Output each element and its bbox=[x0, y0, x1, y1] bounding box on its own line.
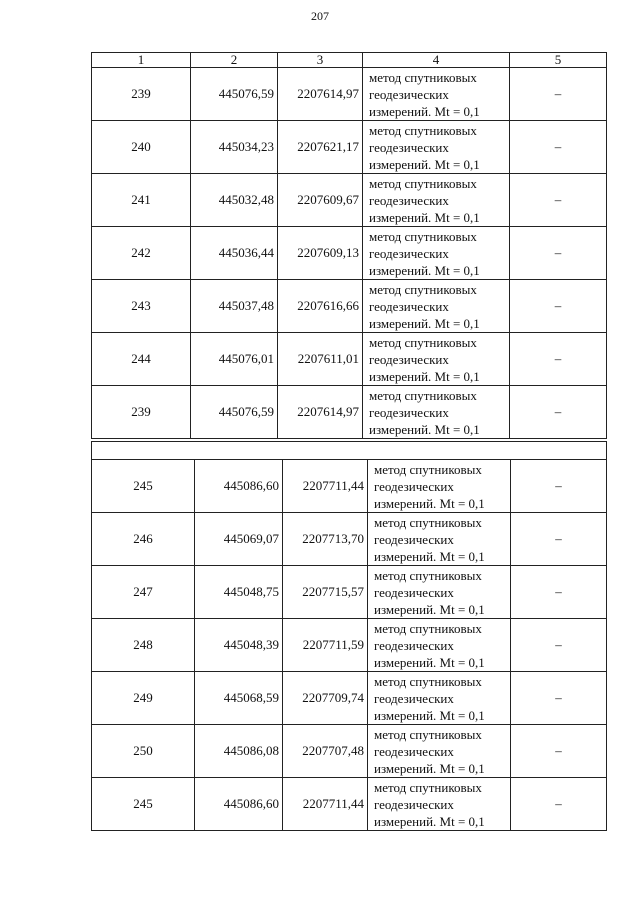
coordinate-y: 2207614,97 bbox=[278, 68, 363, 121]
dash-cell: – bbox=[510, 121, 607, 174]
method-line-1: метод спутниковых bbox=[374, 461, 482, 477]
method-description bbox=[363, 174, 510, 227]
coordinate-y: 2207711,44 bbox=[283, 778, 368, 831]
coordinates-table-part-1 bbox=[91, 52, 607, 439]
method-description bbox=[368, 778, 511, 831]
table-row bbox=[92, 174, 607, 227]
coordinate-y: 2207616,66 bbox=[278, 280, 363, 333]
coordinate-x: 445069,07 bbox=[195, 513, 283, 566]
table-row bbox=[92, 725, 607, 778]
method-line-2: геодезических bbox=[369, 192, 449, 208]
coordinate-y: 2207621,17 bbox=[278, 121, 363, 174]
method-line-3: измерений. Mt = 0,1 bbox=[374, 813, 485, 829]
table-row bbox=[92, 68, 607, 121]
coordinate-y: 2207614,97 bbox=[278, 386, 363, 439]
method-line-2: геодезических bbox=[374, 743, 454, 759]
page-number: 207 bbox=[311, 9, 329, 23]
coordinate-y: 2207715,57 bbox=[283, 566, 368, 619]
method-description bbox=[363, 68, 510, 121]
coordinate-x: 445076,59 bbox=[191, 68, 278, 121]
coordinate-y: 2207609,13 bbox=[278, 227, 363, 280]
table-row bbox=[92, 513, 607, 566]
method-line-3: измерений. Mt = 0,1 bbox=[374, 601, 485, 617]
header-col-4: 4 bbox=[363, 53, 510, 68]
coordinate-x: 445037,48 bbox=[191, 280, 278, 333]
method-description bbox=[363, 280, 510, 333]
method-line-2: геодезических bbox=[369, 298, 449, 314]
coordinate-x: 445068,59 bbox=[195, 672, 283, 725]
point-number: 243 bbox=[92, 280, 191, 333]
coordinate-x: 445036,44 bbox=[191, 227, 278, 280]
method-description bbox=[368, 725, 511, 778]
table-row bbox=[92, 778, 607, 831]
method-line-3: измерений. Mt = 0,1 bbox=[374, 495, 485, 511]
table-row bbox=[92, 386, 607, 439]
coordinate-x: 445048,39 bbox=[195, 619, 283, 672]
dash-cell: – bbox=[511, 619, 607, 672]
method-description bbox=[368, 672, 511, 725]
method-line-1: метод спутниковых bbox=[369, 334, 477, 350]
method-line-3: измерений. Mt = 0,1 bbox=[369, 368, 480, 384]
header-col-5: 5 bbox=[510, 53, 607, 68]
dash-cell: – bbox=[511, 513, 607, 566]
method-line-2: геодезических bbox=[369, 404, 449, 420]
dash-cell: – bbox=[511, 566, 607, 619]
method-line-3: измерений. Mt = 0,1 bbox=[374, 654, 485, 670]
method-description bbox=[368, 513, 511, 566]
table-row bbox=[92, 672, 607, 725]
point-number: 250 bbox=[92, 725, 195, 778]
method-line-1: метод спутниковых bbox=[369, 281, 477, 297]
point-number: 244 bbox=[92, 333, 191, 386]
dash-cell: – bbox=[510, 386, 607, 439]
table-row bbox=[92, 121, 607, 174]
coordinate-y: 2207609,67 bbox=[278, 174, 363, 227]
table-row bbox=[92, 227, 607, 280]
method-line-2: геодезических bbox=[374, 690, 454, 706]
method-line-1: метод спутниковых bbox=[374, 567, 482, 583]
coordinate-x: 445076,01 bbox=[191, 333, 278, 386]
method-description bbox=[363, 333, 510, 386]
method-line-3: измерений. Mt = 0,1 bbox=[369, 421, 480, 437]
header-col-1: 1 bbox=[92, 53, 191, 68]
method-description bbox=[363, 386, 510, 439]
coordinate-x: 445086,60 bbox=[195, 460, 283, 513]
point-number: 240 bbox=[92, 121, 191, 174]
coordinate-y: 2207711,44 bbox=[283, 460, 368, 513]
header-col-3: 3 bbox=[278, 53, 363, 68]
method-line-1: метод спутниковых bbox=[369, 175, 477, 191]
method-description bbox=[368, 566, 511, 619]
method-line-1: метод спутниковых bbox=[374, 726, 482, 742]
table-row bbox=[92, 460, 607, 513]
dash-cell: – bbox=[510, 333, 607, 386]
method-line-1: метод спутниковых bbox=[369, 69, 477, 85]
coordinate-y: 2207611,01 bbox=[278, 333, 363, 386]
method-line-2: геодезических bbox=[369, 245, 449, 261]
dash-cell: – bbox=[511, 725, 607, 778]
point-number: 241 bbox=[92, 174, 191, 227]
method-line-2: геодезических bbox=[369, 351, 449, 367]
method-line-2: геодезических bbox=[374, 531, 454, 547]
table-header-row bbox=[92, 53, 607, 68]
coordinate-y: 2207709,74 bbox=[283, 672, 368, 725]
method-line-2: геодезических bbox=[374, 637, 454, 653]
coordinate-x: 445086,60 bbox=[195, 778, 283, 831]
point-number: 242 bbox=[92, 227, 191, 280]
coordinates-table-part-2 bbox=[91, 441, 607, 831]
method-line-3: измерений. Mt = 0,1 bbox=[369, 103, 480, 119]
dash-cell: – bbox=[511, 778, 607, 831]
table-row bbox=[92, 566, 607, 619]
method-line-2: геодезических bbox=[369, 139, 449, 155]
point-number: 239 bbox=[92, 68, 191, 121]
coordinate-x: 445032,48 bbox=[191, 174, 278, 227]
point-number: 247 bbox=[92, 566, 195, 619]
method-line-1: метод спутниковых bbox=[369, 228, 477, 244]
dash-cell: – bbox=[511, 672, 607, 725]
coordinate-x: 445086,08 bbox=[195, 725, 283, 778]
method-line-3: измерений. Mt = 0,1 bbox=[369, 209, 480, 225]
method-line-3: измерений. Mt = 0,1 bbox=[374, 707, 485, 723]
group-separator-row bbox=[92, 442, 607, 460]
method-description bbox=[368, 460, 511, 513]
coordinate-x: 445048,75 bbox=[195, 566, 283, 619]
method-line-2: геодезических bbox=[374, 478, 454, 494]
method-line-3: измерений. Mt = 0,1 bbox=[369, 262, 480, 278]
header-col-2: 2 bbox=[191, 53, 278, 68]
method-line-3: измерений. Mt = 0,1 bbox=[374, 760, 485, 776]
dash-cell: – bbox=[510, 68, 607, 121]
table-row bbox=[92, 333, 607, 386]
method-line-3: измерений. Mt = 0,1 bbox=[369, 156, 480, 172]
table-row bbox=[92, 619, 607, 672]
method-line-1: метод спутниковых bbox=[374, 673, 482, 689]
method-description bbox=[363, 227, 510, 280]
coordinate-y: 2207707,48 bbox=[283, 725, 368, 778]
point-number: 239 bbox=[92, 386, 191, 439]
point-number: 246 bbox=[92, 513, 195, 566]
point-number: 249 bbox=[92, 672, 195, 725]
point-number: 245 bbox=[92, 460, 195, 513]
method-description bbox=[363, 121, 510, 174]
coordinate-x: 445034,23 bbox=[191, 121, 278, 174]
coordinate-x: 445076,59 bbox=[191, 386, 278, 439]
method-line-1: метод спутниковых bbox=[369, 387, 477, 403]
dash-cell: – bbox=[510, 227, 607, 280]
method-line-1: метод спутниковых bbox=[374, 514, 482, 530]
method-line-1: метод спутниковых bbox=[369, 122, 477, 138]
coordinate-y: 2207713,70 bbox=[283, 513, 368, 566]
dash-cell: – bbox=[510, 280, 607, 333]
coordinate-y: 2207711,59 bbox=[283, 619, 368, 672]
method-line-3: измерений. Mt = 0,1 bbox=[374, 548, 485, 564]
method-line-3: измерений. Mt = 0,1 bbox=[369, 315, 480, 331]
point-number: 245 bbox=[92, 778, 195, 831]
separator-cell bbox=[92, 442, 607, 460]
dash-cell: – bbox=[510, 174, 607, 227]
table-row bbox=[92, 280, 607, 333]
method-line-1: метод спутниковых bbox=[374, 620, 482, 636]
dash-cell: – bbox=[511, 460, 607, 513]
method-line-1: метод спутниковых bbox=[374, 779, 482, 795]
method-line-2: геодезических bbox=[374, 584, 454, 600]
method-line-2: геодезических bbox=[374, 796, 454, 812]
method-line-2: геодезических bbox=[369, 86, 449, 102]
point-number: 248 bbox=[92, 619, 195, 672]
method-description bbox=[368, 619, 511, 672]
